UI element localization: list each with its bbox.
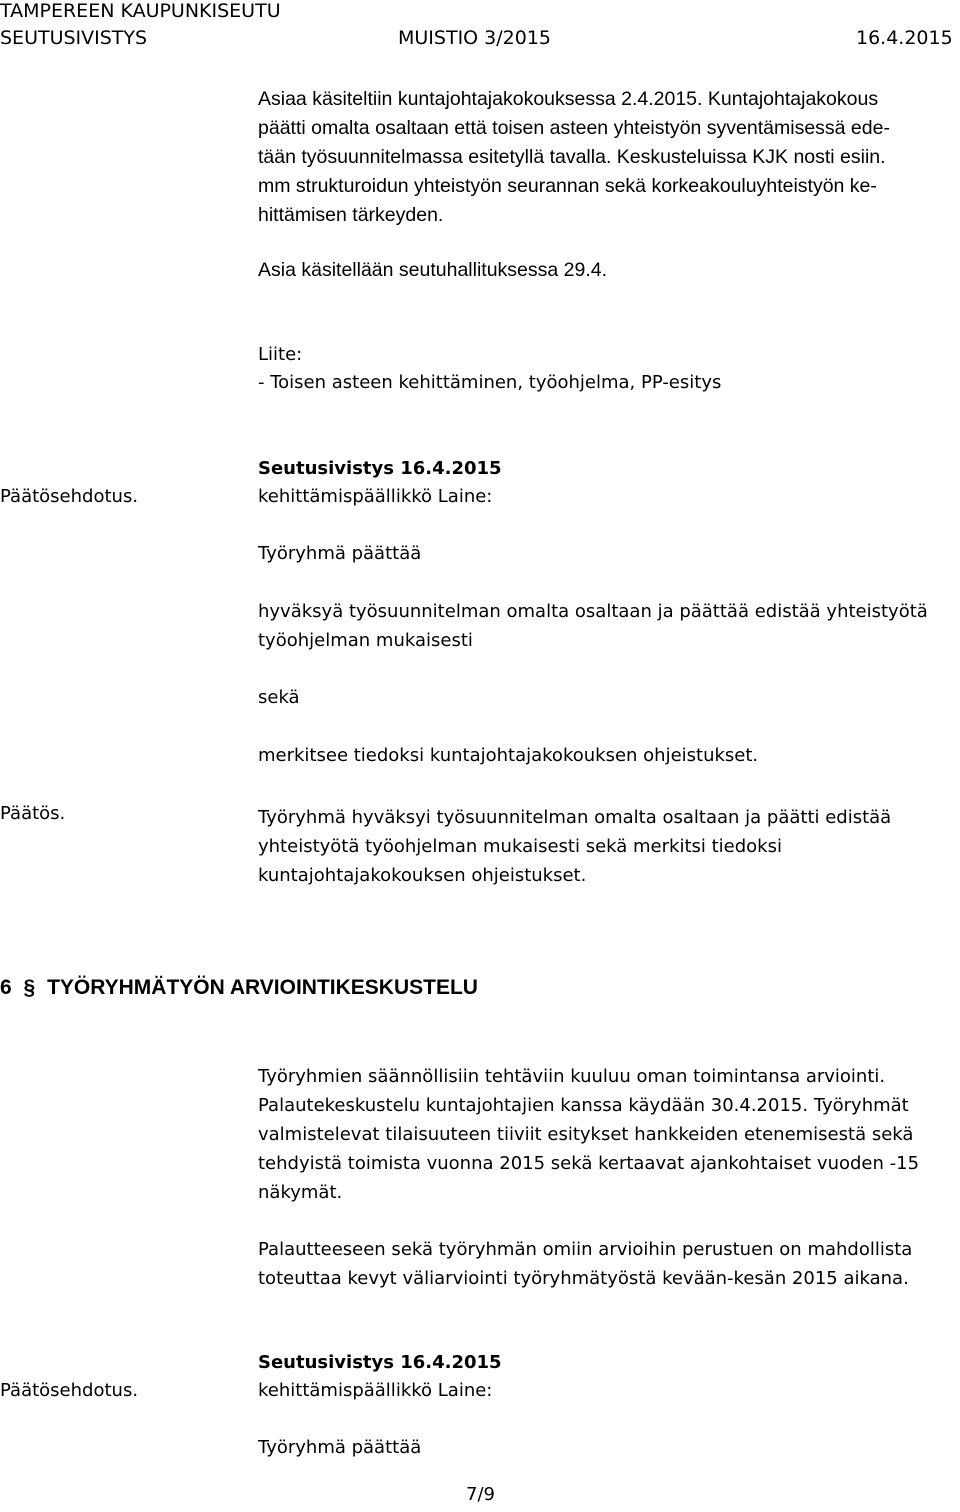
section-number: 6	[0, 976, 12, 999]
proposal-item-line: hyväksyä työsuunnitelman omalta osaltaan ja päättää edistää yhteistyötä	[258, 601, 928, 622]
intro-line: Asiaa käsiteltiin kuntajohtajakokouksessa 2.4.2015. Kuntajohtajakokous	[258, 88, 879, 110]
proposal-lead: Työryhmä päättää	[258, 1437, 422, 1458]
proposal-item-line: merkitsee tiedoksi kuntajohtajakokouksen ohjeistukset.	[258, 745, 759, 766]
proposal-connector: sekä	[258, 687, 300, 708]
decision-label: Päätös.	[0, 803, 66, 824]
proposal-source: Seutusivistys 16.4.2015	[258, 458, 502, 479]
proposal-item-line: työohjelman mukaisesti	[258, 630, 473, 651]
section-line: näkymät.	[258, 1182, 343, 1203]
section-line: toteuttaa kevyt väliarviointi työryhmätyöstä kevään-kesän 2015 aikana.	[258, 1268, 909, 1289]
decision-line: kuntajohtajakokouksen ohjeistukset.	[258, 865, 587, 886]
attachment-item: - Toisen asteen kehittäminen, työohjelma, PP-esitys	[258, 372, 722, 393]
section-line: Palautteeseen sekä työryhmän omiin arvioihin perustuen on mahdollista	[258, 1239, 913, 1260]
header-org: TAMPEREEN KAUPUNKISEUTU	[0, 0, 281, 22]
intro-next-step: Asia käsitellään seutuhallituksessa 29.4.	[258, 259, 608, 281]
section-title: TYÖRYHMÄTYÖN ARVIOINTIKESKUSTELU	[47, 976, 478, 999]
proposal-presenter: kehittämispäällikkö Laine:	[258, 1380, 493, 1401]
section-line: tehdyistä toimista vuonna 2015 sekä kertaavat ajankohtaiset vuoden -15	[258, 1153, 920, 1174]
intro-line: mm strukturoidun yhteistyön seurannan sekä korkeakouluyhteistyön ke-	[258, 175, 877, 197]
intro-line: päätti omalta osaltaan että toisen asteen yhteistyön syventämisessä ede-	[258, 117, 890, 139]
section-line: Palautekeskustelu kuntajohtajien kanssa käydään 30.4.2015. Työryhmät	[258, 1095, 909, 1116]
header-date: 16.4.2015	[856, 27, 953, 49]
decision-line: Työryhmä hyväksyi työsuunnitelman omalta osaltaan ja päätti edistää	[258, 807, 892, 828]
intro-line: hittämisen tärkeyden.	[258, 204, 444, 226]
section-line: Työryhmien säännöllisiin tehtäviin kuuluu oman toimintansa arviointi.	[258, 1066, 886, 1087]
section-sign: §	[23, 976, 36, 999]
header-unit: SEUTUSIVISTYS	[0, 27, 148, 49]
section-paragraph	[258, 1062, 919, 1207]
intro-paragraph	[258, 85, 890, 230]
proposal-lead: Työryhmä päättää	[258, 543, 422, 564]
proposal-source: Seutusivistys 16.4.2015	[258, 1352, 502, 1373]
attachment-label: Liite:	[258, 344, 303, 365]
header-doc: MUISTIO 3/2015	[398, 27, 552, 49]
section-line: valmistelevat tilaisuuteen tiiviit esitykset hankkeiden etenemisestä sekä	[258, 1124, 914, 1145]
section-heading	[0, 975, 478, 1001]
proposal-label: Päätösehdotus.	[0, 1380, 139, 1401]
decision-line: yhteistyötä työohjelman mukaisesti sekä merkitsi tiedoksi	[258, 836, 782, 857]
proposal-presenter: kehittämispäällikkö Laine:	[258, 486, 493, 507]
decision-text	[258, 803, 891, 890]
proposal-label: Päätösehdotus.	[0, 486, 139, 507]
section-paragraph	[258, 1235, 912, 1293]
page-number: 7/9	[466, 1484, 495, 1505]
intro-line: tään työsuunnitelmassa esitetyllä tavalla. Keskusteluissa KJK nosti esiin.	[258, 146, 886, 168]
